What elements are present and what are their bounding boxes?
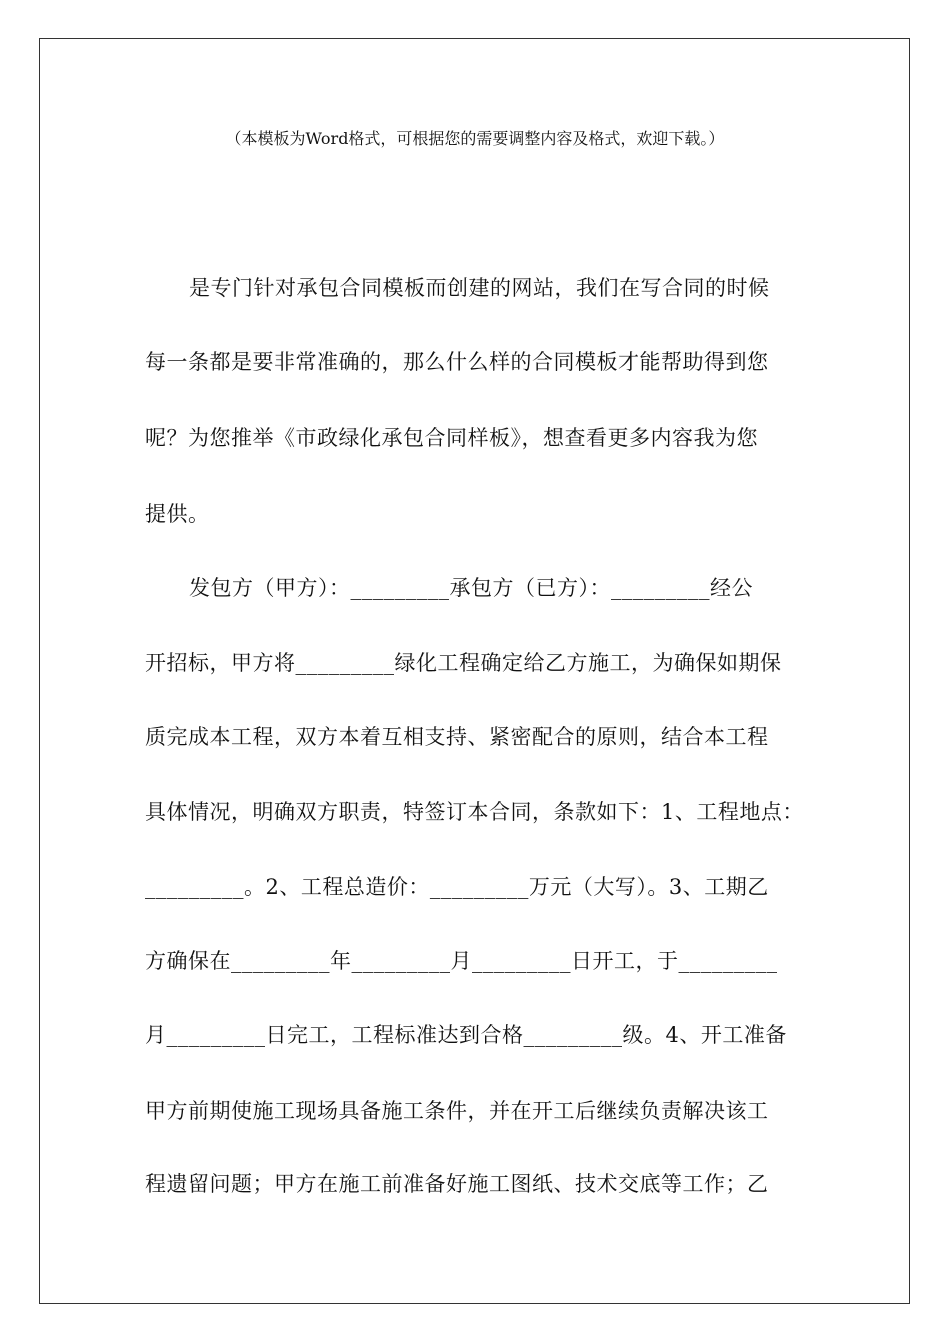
paragraph-line: 开招标，甲方将_________绿化工程确定给乙方施工，为确保如期保 [145, 651, 782, 675]
paragraph-line: _________。2、工程总造价：_________万元（大写）。3、工期乙 [145, 875, 769, 899]
paragraph-line: 方确保在_________年_________月_________日开工，于_________ [145, 949, 778, 973]
paragraph-line: 发包方（甲方）：_________承包方（已方）：_________经公 [189, 576, 753, 600]
paragraph-line: 质完成本工程，双方本着互相支持、紧密配合的原则，结合本工程 [145, 725, 769, 749]
paragraph-line: 程遗留问题；甲方在施工前准备好施工图纸、技术交底等工作；乙 [145, 1172, 769, 1196]
paragraph-line: 是专门针对承包合同模板而创建的网站，我们在写合同的时候 [189, 276, 770, 300]
paragraph-line: 具体情况，明确双方职责，特签订本合同，条款如下：1、工程地点： [145, 800, 804, 824]
template-notice: （本模板为Word格式，可根据您的需要调整内容及格式，欢迎下载。） [225, 129, 725, 148]
paragraph-line: 提供。 [145, 502, 210, 526]
paragraph-line: 甲方前期使施工现场具备施工条件，并在开工后继续负责解决该工 [145, 1099, 769, 1123]
paragraph-line: 每一条都是要非常准确的，那么什么样的合同模板才能帮助得到您 [145, 350, 769, 374]
paragraph-line: 呢？为您推举《市政绿化承包合同样板》，想查看更多内容我为您 [145, 426, 758, 450]
paragraph-line: 月_________日完工，工程标准达到合格_________级。4、开工准备 [145, 1023, 787, 1047]
